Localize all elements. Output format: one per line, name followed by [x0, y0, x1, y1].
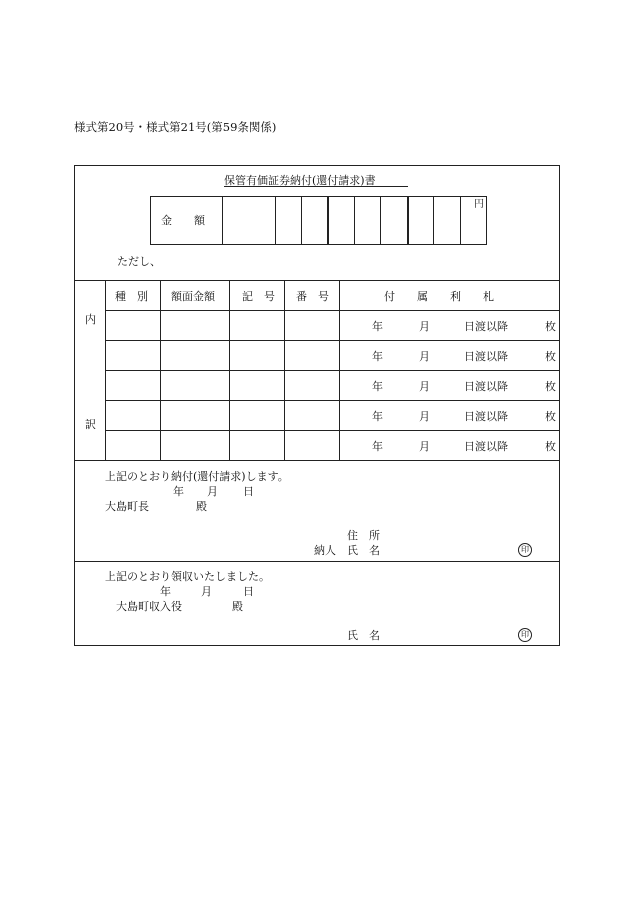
- row-text: 日渡以降: [464, 350, 508, 363]
- receipt-name-label: 氏 名: [347, 629, 380, 642]
- form-number: 様式第20号・様式第21号(第59条関係): [74, 120, 277, 134]
- table-col-line: [229, 280, 230, 460]
- table-row-line: [105, 370, 560, 371]
- row-year: 年: [372, 410, 383, 423]
- section-divider: [74, 280, 560, 281]
- row-month: 月: [419, 320, 430, 333]
- payer-label: 納人: [314, 544, 336, 557]
- amount-digit-line: [433, 196, 434, 245]
- payment-name-label: 氏 名: [347, 544, 380, 557]
- seal-icon: 印: [518, 628, 532, 642]
- row-year: 年: [372, 380, 383, 393]
- table-header-line: [105, 310, 560, 311]
- table-col-line: [160, 280, 161, 460]
- row-month: 月: [419, 350, 430, 363]
- receipt-date-year: 年: [160, 585, 171, 598]
- row-month: 月: [419, 440, 430, 453]
- side-label-bottom: 訳: [85, 418, 96, 431]
- table-row-line: [105, 340, 560, 341]
- payment-statement: 上記のとおり納付(還付請求)します。: [105, 470, 289, 483]
- payment-date-month: 月: [207, 485, 218, 498]
- receipt-statement: 上記のとおり領収いたしました。: [105, 570, 270, 583]
- table-row-line: [105, 400, 560, 401]
- row-month: 月: [419, 410, 430, 423]
- table-col-line: [284, 280, 285, 460]
- table-col-line: [105, 280, 106, 460]
- amount-digit-line: [327, 196, 329, 245]
- address-label: 住 所: [347, 529, 380, 542]
- header-type: 種 別: [115, 290, 148, 303]
- amount-digit-line: [354, 196, 355, 245]
- payment-date-day: 日: [243, 485, 254, 498]
- tadashi-label: ただし、: [117, 255, 161, 268]
- receipt-addressee: 大島町収入役: [116, 600, 182, 613]
- row-count: 枚: [545, 350, 556, 363]
- row-text: 日渡以降: [464, 380, 508, 393]
- title-underline: [224, 186, 408, 187]
- amount-label: 金 額: [161, 214, 205, 227]
- amount-digit-line: [380, 196, 381, 245]
- amount-unit: 円: [474, 199, 484, 210]
- header-face-value: 額面金額: [171, 290, 215, 303]
- side-label-top: 内: [85, 313, 96, 326]
- receipt-honorific: 殿: [232, 600, 243, 613]
- row-count: 枚: [545, 440, 556, 453]
- amount-divider: [222, 196, 223, 245]
- payment-date-year: 年: [173, 485, 184, 498]
- amount-digit-line: [407, 196, 409, 245]
- row-text: 日渡以降: [464, 440, 508, 453]
- amount-digit-line: [301, 196, 302, 245]
- row-year: 年: [372, 350, 383, 363]
- receipt-date-day: 日: [243, 585, 254, 598]
- payment-honorific: 殿: [196, 500, 207, 513]
- header-symbol: 記 号: [242, 290, 275, 303]
- seal-icon: 印: [518, 543, 532, 557]
- row-count: 枚: [545, 380, 556, 393]
- amount-digit-line: [275, 196, 276, 245]
- row-year: 年: [372, 320, 383, 333]
- form-title: 保管有価証券納付(還付請求)書: [224, 174, 376, 187]
- table-row-line: [105, 430, 560, 431]
- header-number: 番 号: [296, 290, 329, 303]
- section-divider: [74, 460, 560, 461]
- table-col-line: [339, 280, 340, 460]
- section-divider: [74, 561, 560, 562]
- row-text: 日渡以降: [464, 410, 508, 423]
- row-count: 枚: [545, 320, 556, 333]
- payment-addressee: 大島町長: [105, 500, 149, 513]
- row-month: 月: [419, 380, 430, 393]
- receipt-date-month: 月: [201, 585, 212, 598]
- row-year: 年: [372, 440, 383, 453]
- header-coupons: 付 属 利 札: [384, 290, 494, 303]
- row-count: 枚: [545, 410, 556, 423]
- amount-digit-line: [460, 196, 461, 245]
- row-text: 日渡以降: [464, 320, 508, 333]
